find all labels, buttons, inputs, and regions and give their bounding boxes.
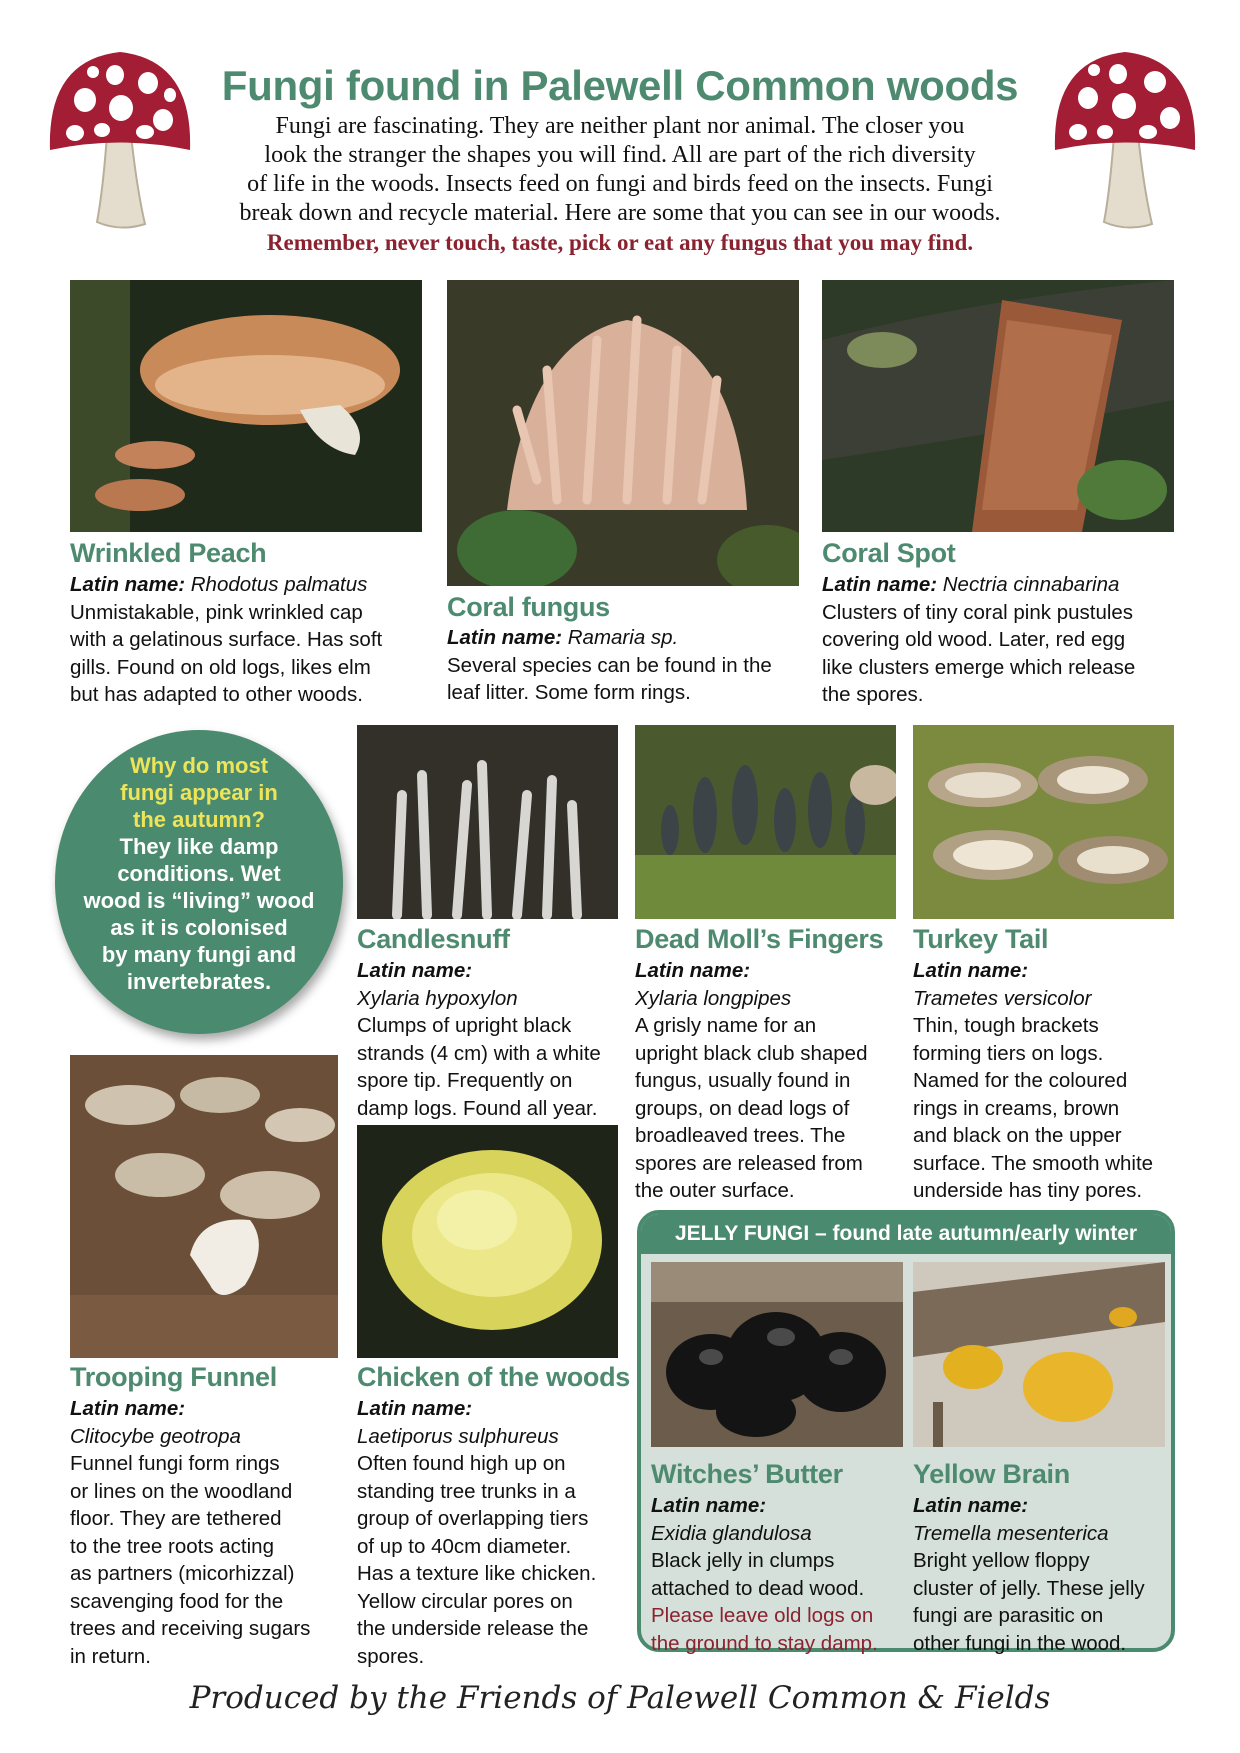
witches-butter-name: Witches’ Butter [651,1459,843,1489]
description-line: upright black club shaped [635,1041,868,1065]
safety-warning: Remember, never touch, taste, pick or eat any fungus that you may find. [266,230,974,255]
description-line: covering old wood. Later, red egg [822,628,1126,651]
yellow-brain-name: Yellow Brain [913,1459,1070,1489]
conservation-note-line: Please leave old logs on [651,1604,874,1627]
trooping-funnel-description [70,1395,340,1670]
jelly-fungi-heading: JELLY FUNGI – found late autumn/early winter [641,1214,1171,1254]
latin-name: Xylaria longpipes [635,986,792,1010]
bubble-answer-line: by many fungi and [101,942,297,967]
description-line: strands (4 cm) with a white [357,1041,601,1065]
description-line: A grisly name for an [635,1014,817,1037]
footer-credit: Produced by the Friends of Palewell Common & Fields [189,1680,1051,1716]
description-line: the underside release the [357,1617,589,1640]
description-line: of up to 40cm diameter. [357,1534,572,1558]
description-line: with a gelatinous surface. Has soft [70,628,383,651]
description-line: rings in creams, brown [913,1096,1120,1120]
trooping-funnel-name: Trooping Funnel [70,1362,277,1392]
description-line: Funnel fungi form rings [70,1452,280,1475]
bubble-question-line: the autumn? [133,807,265,832]
latin-label: Latin name: [70,1397,186,1420]
description-line: Clumps of upright black [357,1014,572,1037]
description-line: Unmistakable, pink wrinkled cap [70,600,363,624]
description-line: Clusters of tiny coral pink pustules [822,600,1134,624]
yellow-brain-description [913,1492,1175,1657]
wrinkled-peach-name: Wrinkled Peach [70,538,267,568]
coral-spot-description [822,571,1192,709]
latin-name: Trametes versicolor [913,986,1092,1010]
dead-molls-fingers-description [635,957,905,1205]
latin-label: Latin name: [822,573,938,596]
bubble-answer-line: as it is colonised [110,915,288,940]
description-line: forming tiers on logs. [913,1041,1104,1065]
conservation-note-line: the ground to stay damp. [651,1631,878,1655]
description-line: gills. Found on old logs, likes elm [70,655,371,679]
wrinkled-peach-description [70,571,430,709]
latin-name: Xylaria hypoxylon [357,986,518,1010]
description-line: Several species can be found in the [447,653,772,677]
description-line: trees and receiving sugars [70,1617,311,1640]
wrinkled-peach-photo [70,280,422,532]
intro-paragraph [170,112,1070,228]
latin-name: Ramaria sp. [567,626,679,649]
latin-label: Latin name: [447,626,563,649]
coral-fungus-name: Coral fungus [447,592,610,622]
description-line: the outer surface. [635,1179,795,1202]
toadstool-icon-right [1050,40,1200,230]
info-bubble-text [65,752,333,995]
description-line: surface. The smooth white [913,1151,1154,1175]
chicken-of-the-woods-description [357,1395,632,1670]
description-line: Black jelly in clumps [651,1549,835,1572]
description-line: Thin, tough brackets [913,1014,1099,1037]
description-line: attached to dead wood. [651,1576,865,1600]
description-line: the spores. [822,683,924,706]
description-line: Bright yellow floppy [913,1549,1090,1572]
coral-fungus-description [447,624,812,707]
witches-butter-description [651,1492,916,1657]
latin-label: Latin name: [357,959,473,982]
description-line: in return. [70,1644,151,1668]
turkey-tail-description [913,957,1188,1205]
turkey-tail-photo [913,725,1174,919]
latin-name: Exidia glandulosa [651,1521,812,1545]
description-line: like clusters emerge which release [822,655,1136,679]
description-line: fungus, usually found in [635,1069,851,1092]
description-line: groups, on dead logs of [635,1096,850,1120]
latin-name: Clitocybe geotropa [70,1424,241,1448]
description-line: leaf litter. Some form rings. [447,681,691,704]
description-line: Often found high up on [357,1452,566,1475]
chicken-of-the-woods-photo [357,1125,618,1358]
latin-name: Rhodotus palmatus [190,573,368,596]
description-line: standing tree trunks in a [357,1479,576,1503]
description-line: broadleaved trees. The [635,1124,846,1147]
yellow-brain-photo [913,1262,1165,1447]
latin-name: Nectria cinnabarina [942,573,1120,596]
description-line: Yellow circular pores on [357,1589,573,1613]
latin-label: Latin name: [635,959,751,982]
latin-name: Tremella mesenterica [913,1521,1109,1545]
intro-line: Fungi are fascinating. They are neither plant nor animal. The closer you [275,113,965,139]
description-line: to the tree roots acting [70,1534,274,1558]
dead-molls-fingers-name: Dead Moll’s Fingers [635,924,884,954]
intro-line: look the stranger the shapes you will find. All are part of the rich diversity [264,142,976,168]
latin-name: Laetiporus sulphureus [357,1424,559,1448]
turkey-tail-name: Turkey Tail [913,924,1049,954]
latin-label: Latin name: [357,1397,473,1420]
dead-molls-fingers-photo [635,725,896,919]
description-line: but has adapted to other woods. [70,683,363,706]
bubble-answer-line: invertebrates. [126,969,272,994]
chicken-of-the-woods-name: Chicken of the woods [357,1362,631,1392]
bubble-answer-line: conditions. Wet [117,861,281,886]
bubble-answer-line: wood is “living” wood [83,888,315,913]
description-line: group of overlapping tiers [357,1507,589,1530]
description-line: cluster of jelly. These jelly [913,1576,1145,1600]
description-line: floor. They are tethered [70,1507,282,1530]
description-line: spore tip. Frequently on [357,1069,573,1092]
witches-butter-photo [651,1262,903,1447]
description-line: Named for the coloured [913,1069,1128,1092]
page-title: Fungi found in Palewell Common woods [221,62,1019,109]
description-line: as partners (micorhizzal) [70,1562,295,1585]
intro-line: break down and recycle material. Here are some that you can see in our woods. [239,200,1001,226]
coral-spot-name: Coral Spot [822,538,956,568]
description-line: Has a texture like chicken. [357,1562,597,1585]
coral-spot-photo [822,280,1174,532]
latin-label: Latin name: [913,959,1029,982]
bubble-answer-line: They like damp [119,834,279,859]
description-line: and black on the upper [913,1124,1122,1147]
description-line: fungi are parasitic on [913,1604,1104,1627]
description-line: or lines on the woodland [70,1479,293,1503]
description-line: underside has tiny pores. [913,1179,1143,1202]
latin-label: Latin name: [651,1494,767,1517]
description-line: damp logs. Found all year. [357,1096,598,1120]
description-line: scavenging food for the [70,1589,284,1613]
latin-label: Latin name: [70,573,186,596]
bubble-question-line: Why do most [129,753,269,778]
bubble-question-line: fungi appear in [120,780,278,805]
trooping-funnel-photo [70,1055,338,1358]
description-line: spores are released from [635,1151,863,1175]
coral-fungus-photo [447,280,799,586]
candlesnuff-description [357,957,627,1122]
candlesnuff-name: Candlesnuff [357,924,510,954]
description-line: other fungi in the wood. [913,1631,1127,1655]
description-line: spores. [357,1644,425,1668]
latin-label: Latin name: [913,1494,1029,1517]
candlesnuff-photo [357,725,618,919]
intro-line: of life in the woods. Insects feed on fungi and birds feed on the insects. Fungi [247,171,993,197]
